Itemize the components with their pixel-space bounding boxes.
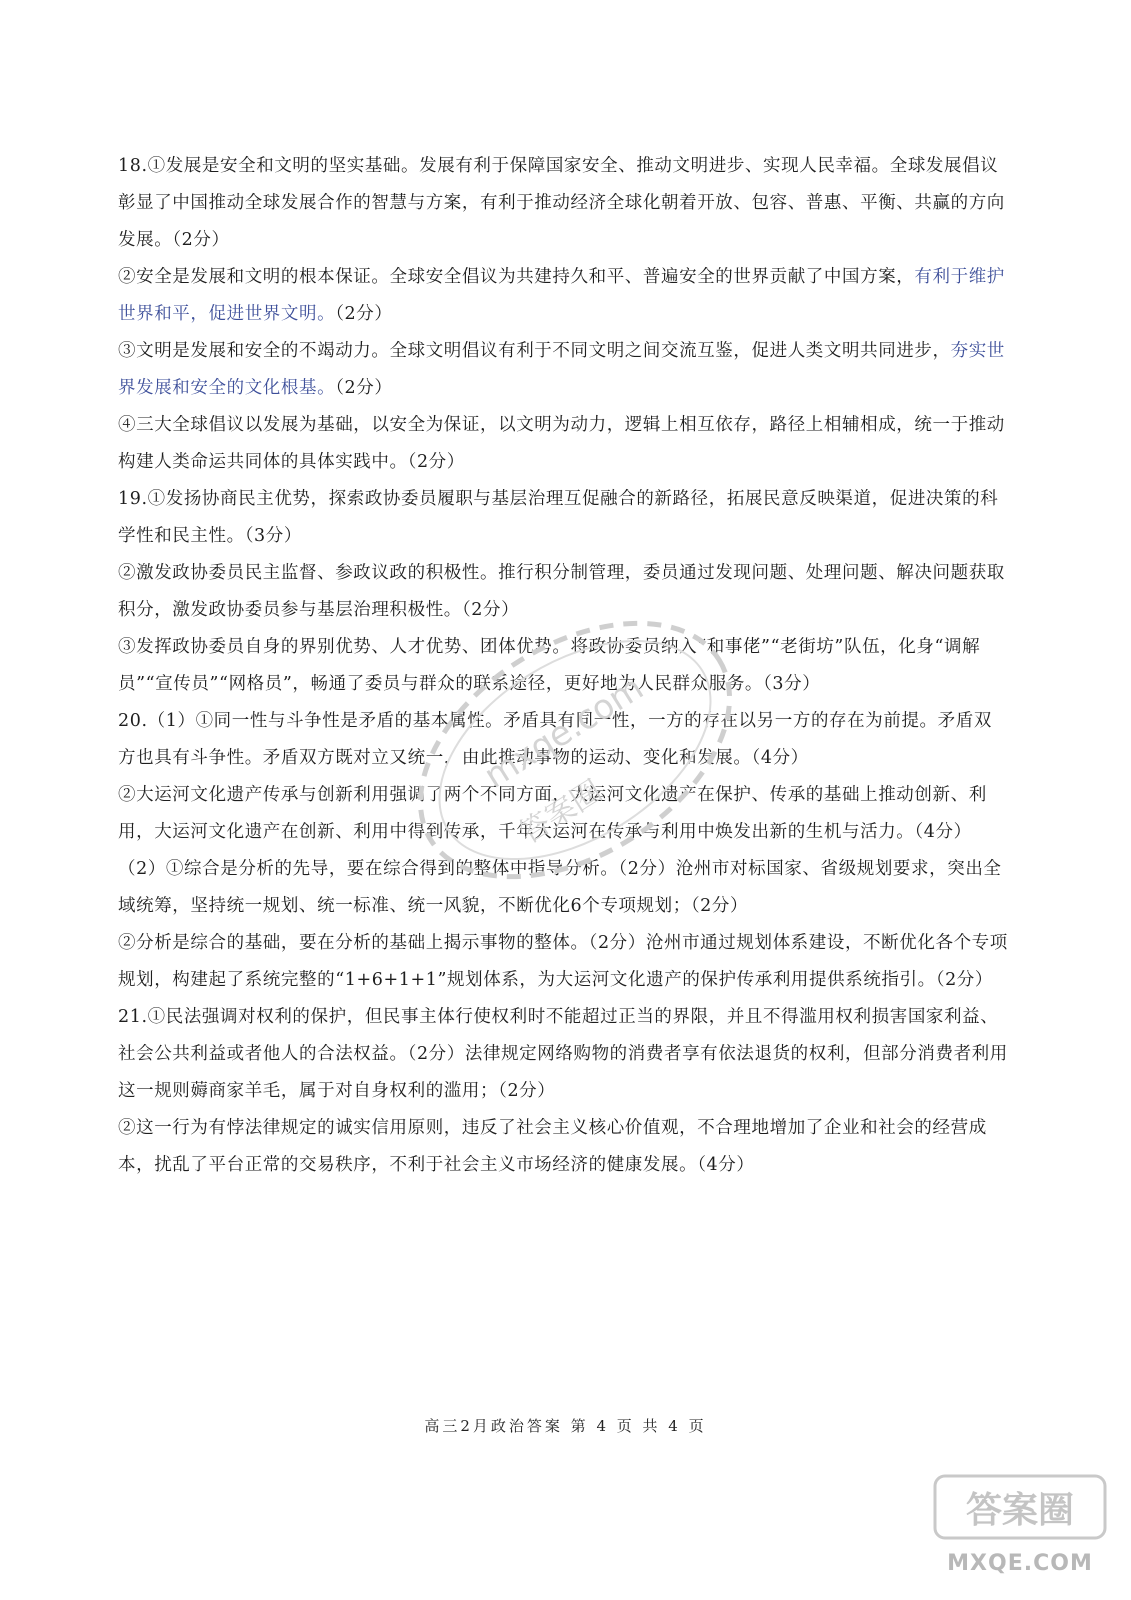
answer-content bbox=[118, 148, 1008, 1184]
paragraph-text: 21.①民法强调对权利的保护，但民事主体行使权利时不能超过正当的界限，并且不得滥用权利损害国家利益、社会公共利益或者他人的合法权益。（2分）法律规定网络购物的消费者享有依法退货的权利，但部分消费者利用这一规则薅商家羊毛，属于对自身权利的滥用；（2分） bbox=[118, 1007, 1008, 1101]
paragraph-score: （2分） bbox=[335, 378, 393, 398]
answer-paragraph-20-1-2 bbox=[118, 777, 1008, 851]
answer-paragraph-21-1 bbox=[118, 999, 1008, 1110]
paragraph-highlight: 夯实世界发展和安全的文化根基。 bbox=[118, 341, 1005, 398]
answer-paragraph-18-4 bbox=[118, 407, 1008, 481]
logo-text: MXQE.COM bbox=[947, 1551, 1093, 1576]
answer-paragraph-20-2-2 bbox=[118, 925, 1008, 999]
answer-paragraph-19-2 bbox=[118, 555, 1008, 629]
paragraph-highlight: 有利于维护世界和平，促进世界文明。 bbox=[118, 267, 1005, 324]
svg-text:mxqe.com: mxqe.com bbox=[477, 667, 651, 797]
paragraph-text: ②大运河文化遗产传承与创新利用强调了两个不同方面，大运河文化遗产在保护、传承的基础上推动创新、利用，大运河文化遗产在创新、利用中得到传承，千年大运河在传承与利用中焕发出新的生机与活力。（4分） bbox=[118, 785, 987, 842]
paragraph-text: 18.①发展是安全和文明的坚实基础。发展有利于保障国家安全、推动文明进步、实现人民幸福。全球发展倡议彰显了中国推动全球发展合作的智慧与方案，有利于推动经济全球化朝着开放、包容、普惠、平衡、共赢的方向发展。（2分） bbox=[118, 156, 1005, 250]
paragraph-text: ②安全是发展和文明的根本保证。全球安全倡议为共建持久和平、普遍安全的世界贡献了中国方案， bbox=[118, 267, 915, 287]
paragraph-text: ②这一行为有悖法律规定的诚实信用原则，违反了社会主义核心价值观，不合理地增加了企业和社会的经营成本，扰乱了平台正常的交易秩序，不利于社会主义市场经济的健康发展。（4分） bbox=[118, 1118, 987, 1175]
answer-paragraph-20-1-1 bbox=[118, 703, 1008, 777]
paragraph-text: 19.①发扬协商民主优势，探索政协委员履职与基层治理互促融合的新路径，拓展民意反映渠道，促进决策的科学性和民主性。（3分） bbox=[118, 489, 999, 546]
answer-paragraph-20-2-1 bbox=[118, 851, 1008, 925]
answer-paragraph-18-2 bbox=[118, 259, 1008, 333]
answer-paragraph-19-3 bbox=[118, 629, 1008, 703]
paragraph-text: ③发挥政协委员自身的界别优势、人才优势、团体优势。将政协委员纳入“和事佬”“老街坊”队伍，化身“调解员”“宣传员”“网格员”，畅通了委员与群众的联系途径，更好地为人民群众服务。（3分） bbox=[118, 637, 981, 694]
page-footer: 高三2月政治答案 第 4 页 共 4 页 bbox=[424, 1417, 707, 1435]
paragraph-text: 20.（1）①同一性与斗争性是矛盾的基本属性。矛盾具有同一性，一方的存在以另一方的存在为前提。矛盾双方也具有斗争性。矛盾双方既对立又统一，由此推动事物的运动、变化和发展。（4分） bbox=[118, 711, 992, 768]
answer-paragraph-18-3 bbox=[118, 333, 1008, 407]
paragraph-text: ④三大全球倡议以发展为基础，以安全为保证，以文明为动力，逻辑上相互依存，路径上相辅相成，统一于推动构建人类命运共同体的具体实践中。（2分） bbox=[118, 415, 1005, 472]
paragraph-text: ②激发政协委员民主监督、参政议政的积极性。推行积分制管理，委员通过发现问题、处理问题、解决问题获取积分，激发政协委员参与基层治理积极性。（2分） bbox=[118, 563, 1005, 620]
svg-text:答案圈: 答案圈 bbox=[513, 773, 609, 852]
answer-paragraph-19-1 bbox=[118, 481, 1008, 555]
paragraph-text: ③文明是发展和安全的不竭动力。全球文明倡议有利于不同文明之间交流互鉴，促进人类文明共同进步， bbox=[118, 341, 951, 361]
paragraph-text: （2）①综合是分析的先导，要在综合得到的整体中指导分析。（2分）沧州市对标国家、省级规划要求，突出全域统筹，坚持统一规划、统一标准、统一风貌，不断优化6个专项规划；（2分） bbox=[118, 859, 1002, 916]
svg-text:答案圈: 答案圈 bbox=[965, 1490, 1075, 1531]
answer-paragraph-18-1 bbox=[118, 148, 1008, 259]
answer-paragraph-21-2 bbox=[118, 1110, 1008, 1184]
site-logo bbox=[925, 1468, 1115, 1586]
paragraph-text: ②分析是综合的基础，要在分析的基础上揭示事物的整体。（2分）沧州市通过规划体系建设，不断优化各个专项规划，构建起了系统完整的“1+6+1+1”规划体系，为大运河文化遗产的保护传承利用提供系统指引。（2分） bbox=[118, 933, 1008, 990]
paragraph-score: （2分） bbox=[335, 304, 393, 324]
